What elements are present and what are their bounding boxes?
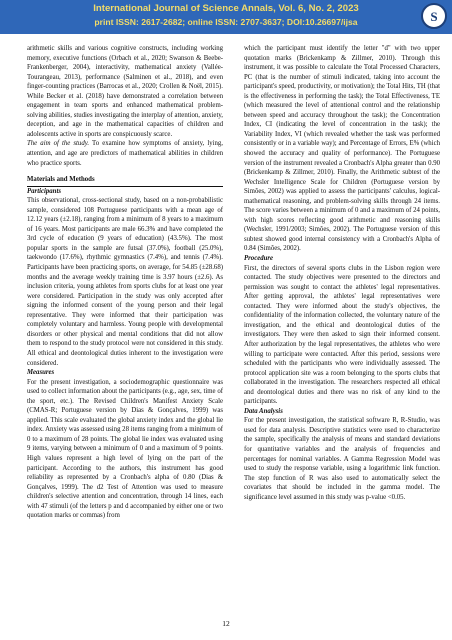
journal-logo-icon [421, 3, 447, 29]
section-heading-materials-methods: Materials and Methods [27, 175, 223, 187]
subheading-procedure: Procedure [244, 255, 274, 263]
measures-continued-paragraph: which the participant must identify the letter "d" with two upper quotation marks (Brickenkamp & Zillmer, 2010). Through this instrument, it was possible to calculate the Total Processed Characters, PC (that is the number of stimuli indicated, taking into account the participant's speed, productivity, or motivation); the Total Hits, TH (that is the effectiveness in performing the task); the Total Effectiveness, TE (which measured the level of attentional control and the relationship between speed and accuracy throughout the task); the Concentration Index, CI (indicating the level of concentration in the task); the Variability Index, VI (which revealed whether the task was performed consistently or in a variable way); and Percentage of Errors, E% (which showed the accuracy and quality of performance). The Portuguese version of the instrument revealed a Cronbach's Alpha greater than 0.90 (Brickenkamp & Zillmer, 2010). Finally, the Arithmetic subtest of the Wechsler Intelligence Scale for Children (Portuguese version by Simões, 2002) was applied to assess the participants' calculus, logical-mathematical reasoning, and problem-solving skills through 24 items. The score varies between a minimum of 0 and a maximum of 24 points, with high scores reflecting good arithmetic and reasoning skills (Wechsler, 1991/2003; Simões, 2002). The Portuguese version of this subtest showed good internal consistency with a Cronbach's Alpha of 0.84 (Simões, 2002). [244, 45, 440, 253]
subheading-participants: Participants [27, 187, 61, 195]
subheading-data-analysis: Data Analysis [244, 407, 283, 415]
right-column [244, 44, 440, 502]
data-analysis-paragraph: For the present investigation, the statistical software R, R-Studio, was used for data analysis. Descriptive statistics were used to characterize the sample, specifically the analysis of means and standard deviations for quantitative variables and the analysis of frequencies and percentages for nominal variables. A Gamma Regression Model was used to study the response variable, using a logarithmic link function. The step function of R was also used to automatically select the covariates that should be included in the gamma model. The significance level assumed in this study was p-value <0.05. [244, 417, 440, 501]
journal-header-banner [0, 0, 452, 34]
journal-title: International Journal of Science Annals, Vol. 6, No. 2, 2023 [93, 3, 359, 14]
journal-issn-doi: print ISSN: 2617-2682; online ISSN: 2707-3637; DOI:10.26697/ijsa [94, 17, 358, 27]
aim-text: To examine how symptoms of anxiety, lying, attention, and age are predictors of mathematical abilities in children who practice sports. [27, 140, 223, 167]
measures-paragraph: For the present investigation, a sociodemographic questionnaire was used to collect information about the participants (e.g., age, sex, time of the sport, etc.). The Revised Children's Manifest Anxiety Scale (CMAS-R; Portuguese version by Dias & Gonçalves, 1999) was applied. This scale evaluated the global anxiety index and the global lie index. Anxiety was assessed using 28 items ranging from a minimum of 0 to a maximum of 28 points. The global lie index was evaluated using 9 items, varying between a minimum of 0 and a maximum of 9 points. High values represent a high level of lying on the part of the participant. According to the authors, this instrument has good reliability as represented by a Cronbach's alpha of 0.80 (Dias & Gonçalves, 1999). The d2 Test of Attention was used to measure children's selective attention and concentration, through 14 lines, each with 47 stimuli (of the letters p and d accompanied by either one or two quotation marks or commas) from [27, 378, 223, 520]
subheading-measures: Measures [27, 369, 55, 377]
journal-logo-letter: S [430, 9, 438, 24]
aim-paragraph [27, 139, 223, 168]
left-column [27, 44, 223, 521]
intro-paragraph: arithmetic skills and various cognitive constructs, including working memory, executive functions (Orbach et al., 2020; Swanson & Beebe-Frankenberger, 2004), interactivity, mathematical anxiety (Vallée-Tourangeau, 2013), performance (Salminen et al., 2018), and even finger-counting practices (Barrocas et al., 2020; Crollen & Noël, 2015). While Becker et al. (2018) have demonstrated a correlation between engagement in team sports and enhanced mathematical problem-solving abilities, studies investigating the interplay of attention, anxiety, deception, and age in the mathematical capacities of children and adolescents active in sports are conspicuously scarce. [27, 45, 223, 138]
aim-label: The aim of the study. [27, 140, 90, 148]
participants-paragraph: This observational, cross-sectional study, based on a non-probabilistic sample, considered 108 Portuguese participants with a mean age of 12.12 years (±2.18), ranging from a minimum of 8 years to a maximum of 16 years. Most participants are male 66.3% and have completed the 3rd cycle of education (9 years of education) (43.5%). The most popular sports in the sample are futsal (37.0%), football (25.0%), taekwondo (17.6%), rhythmic gymnastics (7.4%), and tennis (7.4%). Participants have been practicing sports, on average, for 54.85 (±28.68) months and the average weekly training time is 3.97 hours (±2.6). As inclusion criteria, young athletes from sports clubs for at least one year were considered. Participation in the study was only accepted after signing the informed consent of the young person and their legal representative. They were informed that their participation was completely voluntary and harmless. Young people with developmental disorders or other physical and mental conditions that did not allow them to respond to the study protocol were not considered in this study. All ethical and deontological duties inherent to the investigation were considered. [27, 197, 223, 367]
page-number: 12 [222, 619, 230, 628]
procedure-paragraph: First, the directors of several sports clubs in the Lisbon region were contacted. The study objectives were presented to the directors and permission was sought to contact the athletes' legal representatives. After getting approval, the athletes' legal representatives were contacted. They were informed about the study's objectives, the confidentiality of the information collected, the voluntary nature of the investigation, and the ethical and deontological duties of the investigators. They were then asked to sign their informed consent. After authorization by the legal representatives, the athletes who were willing to participate were contacted. After this period, sessions were scheduled with the participants who were individually assessed. The protocol application site was a room belonging to the sports clubs that collaborated in the investigation. The researchers respected all ethical and deontological duties and there was no risk of any kind to the participants. [244, 264, 440, 406]
